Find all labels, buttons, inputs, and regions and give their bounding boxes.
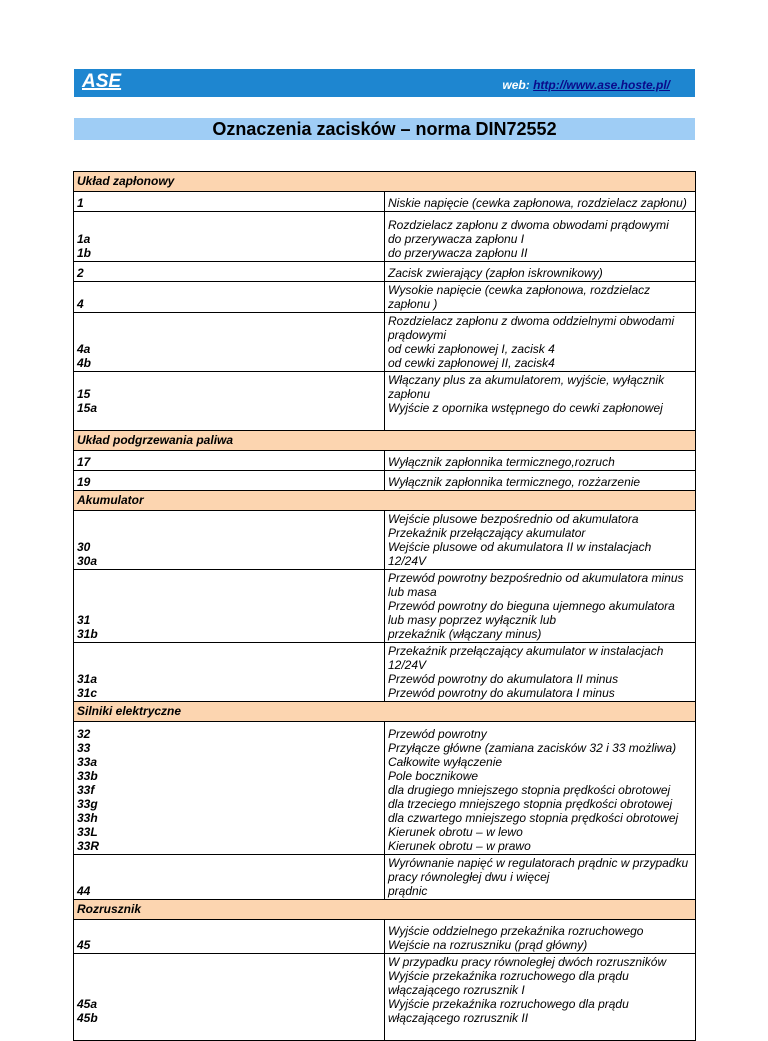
table-row: [74, 855, 696, 900]
terminal-code: 45a: [77, 997, 98, 1011]
terminal-description-cell: [385, 511, 696, 570]
terminal-code-cell: [74, 954, 385, 1041]
section-header: [74, 491, 696, 511]
ase-logo: ASE: [82, 71, 122, 92]
description-line: Wyjście przekaźnika rozruchowego dla prądu włączającego rozrusznik I: [388, 969, 629, 997]
terminal-description-cell: [385, 212, 696, 262]
description-line: Wyłącznik zapłonnika termicznego,rozruch: [388, 455, 615, 469]
table-row: [74, 262, 696, 282]
terminal-code-cell: [74, 511, 385, 570]
terminal-code: 1: [77, 196, 84, 210]
terminal-code: 19: [77, 475, 91, 489]
page-title: Oznaczenia zacisków – norma DIN72552: [212, 119, 557, 139]
section-header: [74, 900, 696, 920]
terminal-code: 32: [77, 727, 91, 741]
description-line: [388, 1025, 692, 1039]
description-line: prądnic: [388, 884, 428, 898]
terminal-code-cell: [74, 262, 385, 282]
terminal-code: 1a: [77, 232, 91, 246]
table-row: [74, 511, 696, 570]
terminal-code: 15a: [77, 401, 98, 415]
terminal-description-cell: [385, 372, 696, 431]
description-line: Przekaźnik przełączający akumulator: [388, 526, 586, 540]
terminal-code: 45: [77, 938, 91, 952]
section-header: [74, 702, 696, 722]
terminal-code-cell: [74, 212, 385, 262]
description-line: Przewód powrotny do bieguna ujemnego akumulatora lub masy poprzez wyłącznik lub: [388, 599, 675, 627]
description-line: Wejście plusowe od akumulatora II w instalacjach 12/24V: [388, 540, 652, 568]
terminal-code-cell: [74, 471, 385, 491]
terminal-code: 31b: [77, 627, 98, 641]
terminal-code: 33f: [77, 783, 95, 797]
terminal-code-cell: [74, 372, 385, 431]
description-line: Kierunek obrotu – w lewo: [388, 825, 523, 839]
terminal-description-cell: [385, 313, 696, 372]
description-line: Całkowite wyłączenie: [388, 755, 503, 769]
terminal-description-cell: [385, 722, 696, 855]
description-line: do przerywacza zapłonu II: [388, 246, 528, 260]
description-line: Wejście na rozruszniku (prąd główny): [388, 938, 588, 952]
table-row: [74, 920, 696, 954]
description-line: Wejście plusowe bezpośrednio od akumulatora: [388, 512, 639, 526]
terminal-code: 4b: [77, 356, 92, 370]
section-header: [74, 172, 696, 192]
terminal-code-cell: [74, 920, 385, 954]
terminal-code-cell: [74, 643, 385, 702]
terminal-code-cell: [74, 451, 385, 471]
terminal-code: 1b: [77, 246, 92, 260]
terminal-code: 33g: [77, 797, 98, 811]
terminal-code-cell: [74, 855, 385, 900]
table-row: [74, 643, 696, 702]
terminal-code: 33a: [77, 755, 98, 769]
header-bar: [74, 69, 695, 97]
terminal-description-cell: [385, 451, 696, 471]
description-line: Pole bocznikowe: [388, 769, 479, 783]
description-line: przekaźnik (włączany minus): [388, 627, 542, 641]
section-title: Układ zapłonowy: [74, 172, 696, 192]
table-row: [74, 570, 696, 643]
terminal-code: 4a: [77, 342, 91, 356]
terminal-code: 33: [77, 741, 91, 755]
description-line: Przewód powrotny bezpośrednio od akumulatora minus lub masa: [388, 571, 684, 599]
description-line: Przekaźnik przełączający akumulator w instalacjach 12/24V: [388, 644, 664, 672]
description-line: dla czwartego mniejszego stopnia prędkości obrotowej: [388, 811, 679, 825]
terminal-code: 2: [77, 266, 84, 280]
description-line: Rozdzielacz zapłonu z dwoma oddzielnymi obwodami prądowymi: [388, 314, 675, 342]
description-line: od cewki zapłonowej II, zacisk4: [388, 356, 555, 370]
description-line: Przewód powrotny: [388, 727, 487, 741]
terminal-description-cell: [385, 643, 696, 702]
table-row: [74, 954, 696, 1041]
description-line: Wyjście oddzielnego przekaźnika rozruchowego: [388, 924, 644, 938]
terminal-code-cell: [74, 722, 385, 855]
table-row: [74, 372, 696, 431]
table-row: [74, 212, 696, 262]
terminal-description-cell: [385, 920, 696, 954]
terminal-code: 31a: [77, 672, 98, 686]
description-line: Wyjście przekaźnika rozruchowego dla prądu włączającego rozrusznik II: [388, 997, 629, 1025]
description-line: dla drugiego mniejszego stopnia prędkości obrotowej: [388, 783, 671, 797]
description-line: Zacisk zwierający (zapłon iskrownikowy): [388, 266, 603, 280]
terminal-code: 30a: [77, 554, 98, 568]
terminal-code: 45b: [77, 1011, 98, 1025]
table-row: [74, 282, 696, 313]
terminal-description-cell: [385, 282, 696, 313]
terminal-code: 15: [77, 387, 91, 401]
web-label: web:: [502, 78, 530, 92]
table-row: [74, 471, 696, 491]
section-title: Akumulator: [74, 491, 696, 511]
table-row: [74, 313, 696, 372]
terminal-code: 31c: [77, 686, 98, 700]
terminal-code: 33L: [77, 825, 98, 839]
terminal-code-cell: [74, 570, 385, 643]
terminal-code: 33h: [77, 811, 98, 825]
terminal-description-cell: [385, 855, 696, 900]
terminal-description-cell: [385, 471, 696, 491]
description-line: Wyjście z opornika wstępnego do cewki zapłonowej: [388, 401, 663, 415]
terminal-code-cell: [74, 313, 385, 372]
title-bar: [74, 118, 695, 140]
section-title: Układ podgrzewania paliwa: [74, 431, 696, 451]
terminal-code: 30: [77, 540, 91, 554]
table-row: [74, 722, 696, 855]
terminal-code-cell: [74, 192, 385, 212]
description-line: W przypadku pracy równoległej dwóch rozruszników: [388, 955, 667, 969]
terminal-code: 44: [77, 884, 91, 898]
table-row: [74, 451, 696, 471]
terminal-code: 33R: [77, 839, 100, 853]
description-line: Wyrównanie napięć w regulatorach prądnic w przypadku pracy równoległej dwu i więcej: [388, 856, 689, 884]
description-line: Wyłącznik zapłonnika termicznego, rozżarzenie: [388, 475, 641, 489]
terminal-code: 33b: [77, 769, 98, 783]
description-line: Niskie napięcie (cewka zapłonowa, rozdzielacz zapłonu): [388, 196, 687, 210]
description-line: [388, 415, 692, 429]
web-url-link[interactable]: http://www.ase.hoste.pl/: [533, 78, 670, 92]
description-line: Wysokie napięcie (cewka zapłonowa, rozdzielacz zapłonu ): [388, 283, 651, 311]
section-header: [74, 431, 696, 451]
description-line: Przewód powrotny do akumulatora II minus: [388, 672, 619, 686]
description-line: Włączany plus za akumulatorem, wyjście, wyłącznik zapłonu: [388, 373, 665, 401]
description-line: dla trzeciego mniejszego stopnia prędkości obrotowej: [388, 797, 673, 811]
terminal-description-cell: [385, 262, 696, 282]
description-line: Przyłącze główne (zamiana zacisków 32 i 33 możliwa): [388, 741, 677, 755]
terminal-code: 17: [77, 455, 91, 469]
section-title: Silniki elektryczne: [74, 702, 696, 722]
description-line: od cewki zapłonowej I, zacisk 4: [388, 342, 555, 356]
description-line: Przewód powrotny do akumulatora I minus: [388, 686, 615, 700]
web-link-area: [502, 78, 670, 92]
terminal-code: 31: [77, 613, 91, 627]
description-line: Rozdzielacz zapłonu z dwoma obwodami prądowymi: [388, 218, 669, 232]
table-row: [74, 192, 696, 212]
terminal-description-cell: [385, 954, 696, 1041]
terminal-table: [73, 171, 696, 1041]
terminal-description-cell: [385, 192, 696, 212]
terminal-code: 4: [77, 297, 84, 311]
section-title: Rozrusznik: [74, 900, 696, 920]
terminal-code-cell: [74, 282, 385, 313]
description-line: Kierunek obrotu – w prawo: [388, 839, 531, 853]
terminal-description-cell: [385, 570, 696, 643]
description-line: do przerywacza zapłonu I: [388, 232, 525, 246]
